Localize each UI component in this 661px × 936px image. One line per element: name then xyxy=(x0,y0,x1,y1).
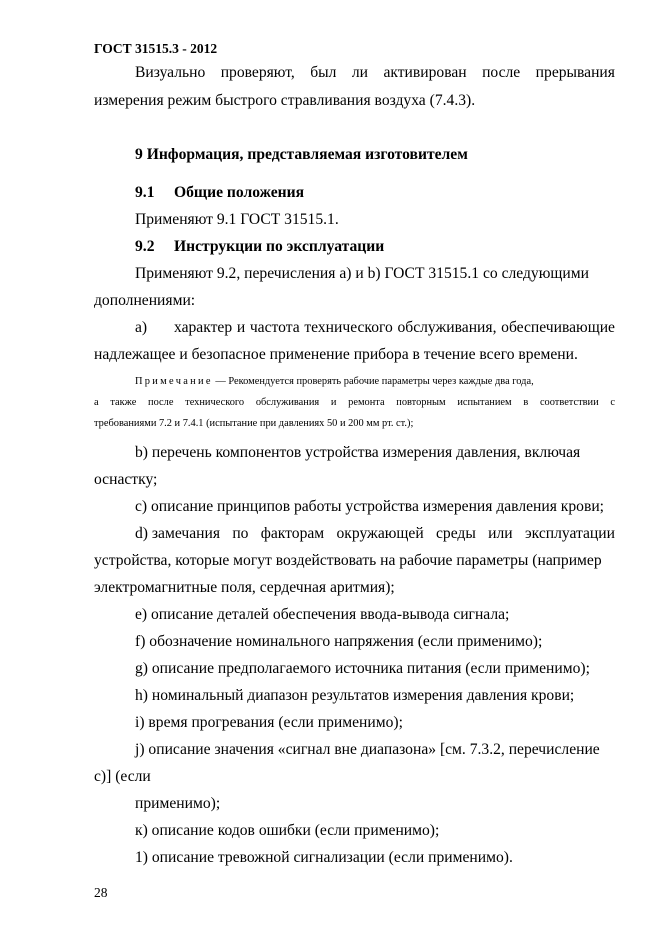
item-d-word: d) замечания xyxy=(135,525,220,542)
note-label: Примечание xyxy=(135,376,213,387)
item-d-word: факторам xyxy=(260,525,325,542)
intro-word: Визуально xyxy=(135,64,206,81)
intro-line-1 xyxy=(135,63,615,83)
item-a-line-1 xyxy=(174,318,615,338)
note-word: испытанием xyxy=(457,397,512,408)
item-a-word: характер xyxy=(174,319,233,336)
note-word: обслуживания xyxy=(255,397,320,408)
intro-word: был xyxy=(310,64,337,81)
note-word: соответствии xyxy=(539,397,599,408)
item-h: h) номинальный диапазон результатов измерения давления крови; xyxy=(135,687,575,704)
item-j-line-2: c)] (если xyxy=(94,768,151,785)
item-l: 1) описание тревожной сигнализации (если применимо). xyxy=(135,849,513,866)
note-word: с xyxy=(610,397,615,408)
intro-line-2: измерения режим быстрого стравливания воздуха (7.4.3). xyxy=(94,92,476,109)
item-g: g) описание предполагаемого источника питания (если применимо); xyxy=(135,660,590,677)
item-a-marker: а) xyxy=(135,319,148,336)
item-j-line-3: применимо); xyxy=(135,795,221,812)
item-d-line-2: устройства, которые могут воздействовать на рабочие параметры (например xyxy=(94,552,602,569)
item-d-word: или xyxy=(488,525,513,542)
subsection-9-1-number: 9.1 xyxy=(135,184,155,201)
subsection-9-2-text-1: Применяют 9.2, перечисления a) и b) ГОСТ 31515.1 со следующими xyxy=(135,265,589,282)
item-k: к) описание кодов ошибки (если применимо); xyxy=(135,822,440,839)
item-d-line-3: электромагнитные поля, сердечная аритмия); xyxy=(94,579,395,596)
item-d-word: эксплуатации xyxy=(524,525,615,542)
note-word: а xyxy=(94,397,99,408)
item-a-word: и xyxy=(236,319,246,336)
note-word: также xyxy=(110,397,137,408)
subsection-9-2-title: Инструкции по эксплуатации xyxy=(174,238,385,255)
note-word: ремонта xyxy=(348,397,385,408)
item-a-word: обслуживания, xyxy=(397,319,497,336)
note-line-3: требованиями 7.2 и 7.4.1 (испытание при давлениях 50 и 200 мм рт. ст.); xyxy=(94,418,414,429)
subsection-9-2-text-2: дополнениями: xyxy=(94,292,196,309)
item-a-word: частота xyxy=(249,319,300,336)
note-word: и xyxy=(330,397,337,408)
item-f: f) обозначение номинального напряжения (если применимо); xyxy=(135,633,543,650)
item-d-word: по xyxy=(232,525,249,542)
section-9-title: 9 Информация, представляемая изготовителем xyxy=(135,146,468,163)
document-header: ГОСТ 31515.3 - 2012 xyxy=(94,41,218,56)
note-word: после xyxy=(148,397,174,408)
note-word: повторным xyxy=(396,397,446,408)
item-a-word: обеспечивающие xyxy=(501,319,615,336)
item-c: c) описание принципов работы устройства измерения давления крови; xyxy=(135,498,605,515)
item-a-line-2: надлежащее и безопасное применение прибора в течение всего времени. xyxy=(94,346,578,363)
item-b-line-1: b) перечень компонентов устройства измерения давления, включая xyxy=(135,444,581,461)
item-e: e) описание деталей обеспечения ввода-вывода сигнала; xyxy=(135,606,510,623)
intro-word: активирован xyxy=(383,64,467,81)
item-i: i) время прогревания (если применимо); xyxy=(135,714,403,731)
intro-word: ли xyxy=(351,64,369,81)
item-d-word: окружающей xyxy=(336,525,424,542)
note-line-2 xyxy=(94,395,615,410)
subsection-9-1-text: Применяют 9.1 ГОСТ 31515.1. xyxy=(135,211,339,228)
intro-word: прерывания xyxy=(535,64,615,81)
item-j-line-1: j) описание значения «сигнал вне диапазона» [см. 7.3.2, перечисление xyxy=(135,741,600,758)
note-word: технического xyxy=(185,397,245,408)
note-line-1 xyxy=(135,374,534,389)
intro-word: после xyxy=(482,64,521,81)
subsection-9-1-title: Общие положения xyxy=(174,184,305,201)
item-a-word: технического xyxy=(304,319,393,336)
note-word: в xyxy=(523,397,529,408)
intro-word: проверяют, xyxy=(220,64,295,81)
item-d-word: среды xyxy=(435,525,476,542)
subsection-9-2-number: 9.2 xyxy=(135,238,155,255)
item-d-line-1 xyxy=(135,524,615,544)
page-number: 28 xyxy=(94,885,108,900)
note-line-1-text: — Рекомендуется проверять рабочие параметры через каждые два года, xyxy=(215,376,534,387)
item-b-line-2: оснастку; xyxy=(94,471,158,488)
